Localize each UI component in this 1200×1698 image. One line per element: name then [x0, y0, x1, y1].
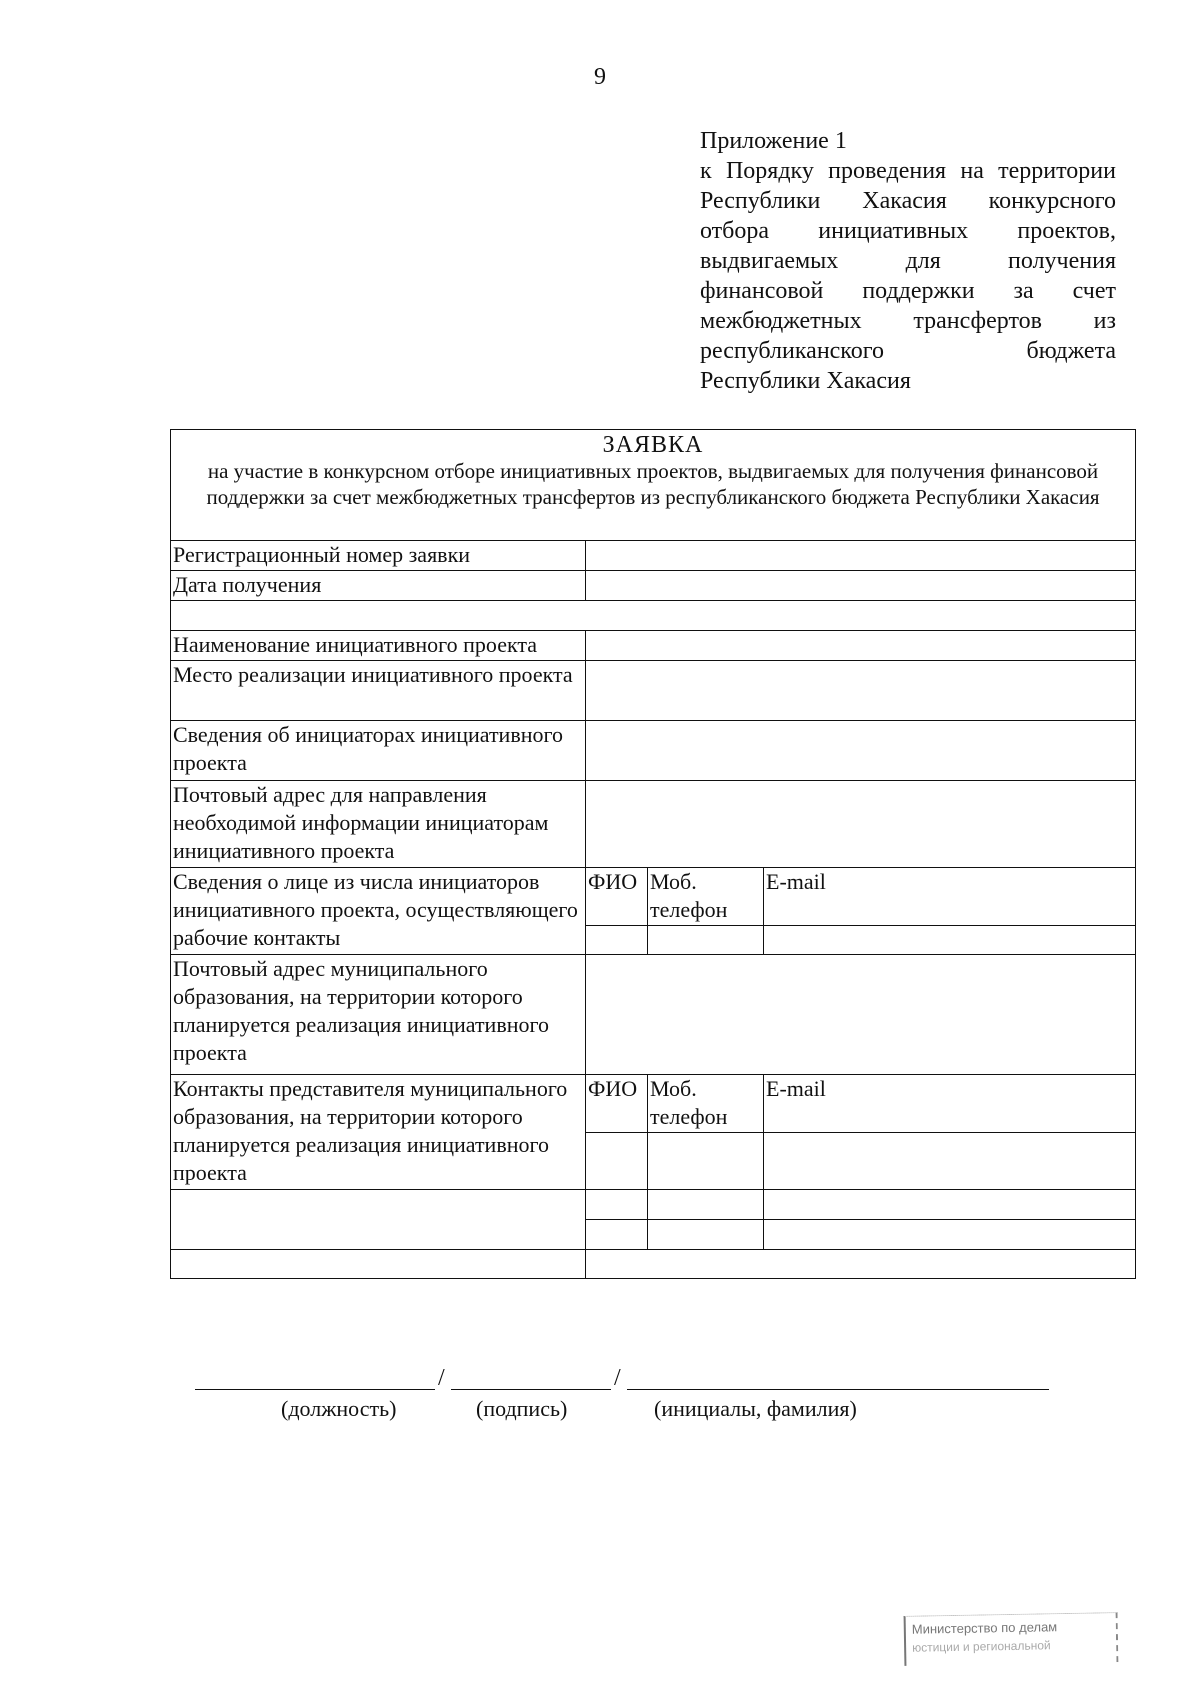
date-received-field[interactable] — [586, 571, 1136, 601]
postal-address-field[interactable] — [586, 781, 1136, 868]
row-label-contact-person: Сведения о лице из числа инициаторов инициативного проекта, осуществляющего рабочие контакты — [171, 868, 586, 955]
row-label-reg-number: Регистрационный номер заявки — [171, 541, 586, 571]
contact-email-field[interactable] — [764, 926, 1136, 955]
project-place-field[interactable] — [586, 661, 1136, 721]
municipal-fio-field[interactable] — [586, 1133, 648, 1190]
row-label-municipal-address: Почтовый адрес муниципального образования, на территории которого планируется реализация инициативного проекта — [171, 955, 586, 1075]
separator-slash: / — [438, 1365, 445, 1391]
municipal-email-field[interactable] — [764, 1133, 1136, 1190]
empty-cell — [171, 1250, 586, 1279]
row-label-postal-address: Почтовый адрес для направления необходимой информации инициаторам инициативного проекта — [171, 781, 586, 868]
col-header-phone: Моб. телефон — [648, 868, 764, 926]
page-number: 9 — [594, 64, 606, 90]
empty-row — [171, 601, 1136, 631]
signature-label: (подпись) — [476, 1396, 568, 1421]
contact-phone-field[interactable] — [648, 926, 764, 955]
row-label-date-received: Дата получения — [171, 571, 586, 601]
application-form-table — [170, 429, 1136, 1279]
position-line[interactable] — [195, 1388, 435, 1390]
signature-underline[interactable] — [451, 1388, 611, 1390]
extra-email-field[interactable] — [764, 1220, 1136, 1250]
contact-fio-field[interactable] — [586, 926, 648, 955]
col-header-phone: Моб. телефон — [648, 1075, 764, 1133]
municipal-address-field[interactable] — [586, 955, 1136, 1075]
form-description: на участие в конкурсном отборе инициативных проектов, выдвигаемых для получения финансовой поддержки за счет межбюджетных трансфертов из республиканского бюджета Республики Хакасия — [206, 459, 1100, 509]
form-title: ЗАЯВКА — [602, 432, 704, 458]
col-header-fio: ФИО — [586, 1075, 648, 1133]
reg-number-field[interactable] — [586, 541, 1136, 571]
appendix-line: межбюджетных трансфертов из — [700, 308, 1116, 334]
appendix-line: финансовой поддержки за счет — [700, 278, 1116, 304]
extra-email-field[interactable] — [764, 1190, 1136, 1220]
name-label: (инициалы, фамилия) — [654, 1396, 857, 1421]
empty-cell — [586, 1250, 1136, 1279]
col-header-email: E-mail — [764, 1075, 1136, 1133]
row-label-project-name: Наименование инициативного проекта — [171, 631, 586, 661]
position-label: (должность) — [281, 1396, 397, 1421]
separator-slash: / — [614, 1365, 621, 1391]
municipal-phone-field[interactable] — [648, 1133, 764, 1190]
appendix-line: Приложение 1 — [700, 128, 847, 154]
project-name-field[interactable] — [586, 631, 1136, 661]
appendix-line: выдвигаемых для получения — [700, 248, 1116, 274]
appendix-line: отбора инициативных проектов, — [700, 218, 1116, 244]
extra-phone-field[interactable] — [648, 1190, 764, 1220]
row-label-municipal-contacts: Контакты представителя муниципального образования, на территории которого планируется реализация инициативного проекта — [171, 1075, 586, 1190]
appendix-line: Республики Хакасия — [700, 368, 911, 394]
appendix-line: Республики Хакасия конкурсного — [700, 188, 1116, 214]
initiators-info-field[interactable] — [586, 721, 1136, 781]
name-line[interactable] — [627, 1388, 1049, 1390]
appendix-block — [700, 126, 1116, 396]
row-label-project-place: Место реализации инициативного проекта — [171, 661, 586, 721]
signature-labels — [0, 1396, 1200, 1426]
col-header-email: E-mail — [764, 868, 1136, 926]
form-header — [171, 430, 1136, 541]
appendix-line: к Порядку проведения на территории — [700, 158, 1116, 184]
signature-line — [195, 1360, 1050, 1390]
extra-fio-field[interactable] — [586, 1220, 648, 1250]
empty-cell — [171, 1190, 586, 1250]
ministry-stamp — [904, 1612, 1119, 1666]
extra-phone-field[interactable] — [648, 1220, 764, 1250]
col-header-fio: ФИО — [586, 868, 648, 926]
extra-fio-field[interactable] — [586, 1190, 648, 1220]
row-label-initiators-info: Сведения об инициаторах инициативного проекта — [171, 721, 586, 781]
appendix-line: республиканского бюджета — [700, 338, 1116, 364]
stamp-line: Министерство по делам — [911, 1619, 1058, 1637]
stamp-line: юстиции и региональной — [912, 1638, 1051, 1655]
